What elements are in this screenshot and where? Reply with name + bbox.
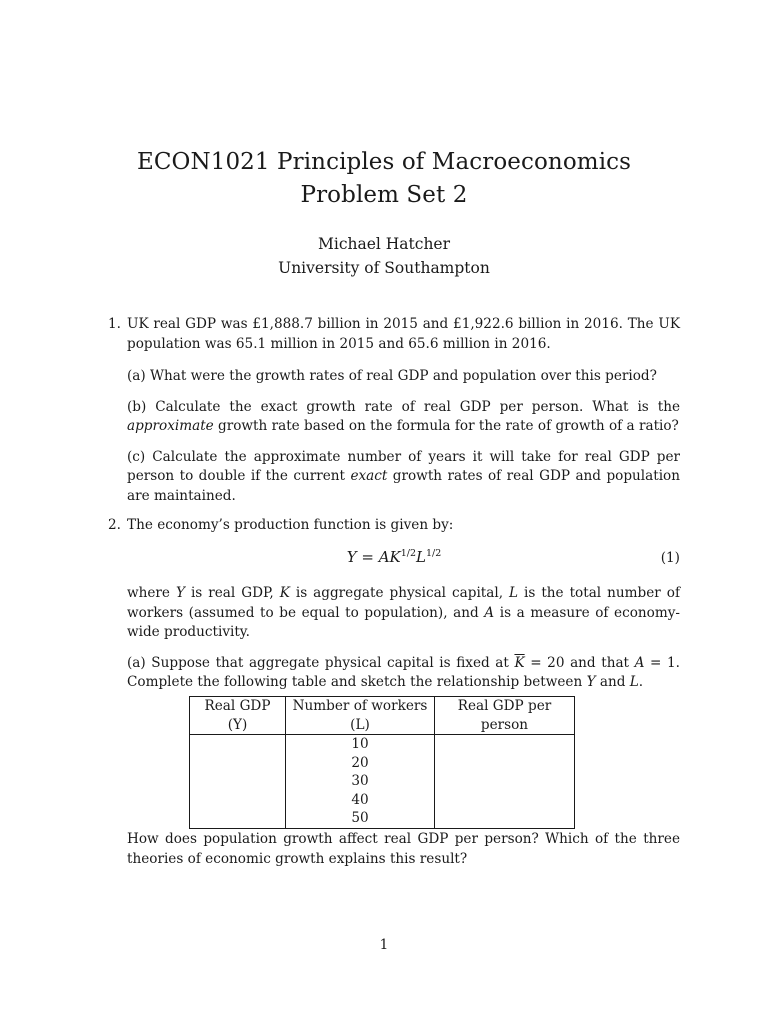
part-b-text: (b) Calculate the exact growth rate of real GDP per person. What is the <box>127 398 680 415</box>
question-2-followup-block <box>127 830 680 869</box>
production-function-equation <box>108 548 680 572</box>
question-2-definitions <box>127 584 680 693</box>
page-number: 1 <box>379 937 389 953</box>
table-cell-gdp <box>190 754 286 773</box>
title-line-2: Problem Set 2 <box>300 182 468 208</box>
table-cell-gdp <box>190 772 286 791</box>
table-cell-per-person <box>435 754 575 773</box>
question-2-followup: How does population growth affect real GDP per person? Which of the three theories of economic growth explains this result? <box>127 831 680 867</box>
question-2-intro: The economy’s production function is given by: <box>127 517 454 533</box>
table-cell-per-person <box>435 772 575 791</box>
document-title <box>0 146 768 212</box>
table-header-row <box>190 697 575 735</box>
table-row <box>190 791 575 810</box>
question-2-part-a: (a) Suppose that aggregate physical capital is fixed at $\overline{K} = 20$ and that A = 1. Complete the following table and sketch the relationship between Y and L. <box>127 654 680 690</box>
table-cell-per-person <box>435 791 575 810</box>
table-cell-per-person <box>435 809 575 828</box>
part-c-emphasis: exact <box>350 468 388 484</box>
gdp-table <box>189 696 575 829</box>
table-cell-workers: 10 <box>286 735 435 754</box>
equation-number: (1) <box>660 550 680 566</box>
table-cell-per-person <box>435 735 575 754</box>
table-cell-workers: 20 <box>286 754 435 773</box>
table-row <box>190 809 575 828</box>
question-2-number: 2. <box>108 517 121 533</box>
author-block <box>0 232 768 280</box>
table-cell-workers: 30 <box>286 772 435 791</box>
header-number-of-workers: Number of workers (L) <box>286 697 435 735</box>
question-1-intro: UK real GDP was £1,888.7 billion in 2015 and £1,922.6 billion in 2016. The UK population was 65.1 million in 2015 and 65.6 million in 2016. <box>127 316 680 352</box>
author-name: Michael Hatcher <box>317 235 451 253</box>
header-real-gdp: Real GDP (Y) <box>190 697 286 735</box>
header-gdp-per-person: Real GDP per person <box>435 697 575 735</box>
part-b-text-end: growth rate based on the formula for the rate of growth of a ratio? <box>213 418 679 434</box>
variable-definitions: where Y is real GDP, K is aggregate physical capital, L is the total number of workers (assumed to be equal to population), and A is a measure of economy-wide productivity. <box>127 585 680 640</box>
table-cell-gdp <box>190 791 286 810</box>
table-cell-gdp <box>190 809 286 828</box>
question-1-part-c <box>127 448 680 507</box>
part-c-text: (c) Calculate the approximate number of years it will take for real GDP per person to double if the current <box>127 448 680 484</box>
table-row <box>190 772 575 791</box>
question-1-part-b <box>127 398 680 437</box>
table-cell-workers: 50 <box>286 809 435 828</box>
question-1-number: 1. <box>108 316 121 332</box>
author-affiliation: University of Southampton <box>278 259 490 277</box>
question-1 <box>108 315 680 506</box>
part-b-emphasis: approximate <box>127 418 214 434</box>
table-row <box>190 754 575 773</box>
equation-expression: $Y = AK^{1/2}L^{1/2}$ <box>346 548 442 566</box>
table-row <box>190 735 575 754</box>
title-line-1: ECON1021 Principles of Macroeconomics <box>136 149 632 175</box>
question-1-part-a: (a) What were the growth rates of real GDP and population over this period? <box>127 368 657 384</box>
table-cell-workers: 40 <box>286 791 435 810</box>
table-cell-gdp <box>190 735 286 754</box>
part-c-text-end: growth rates of real GDP and population are maintained. <box>127 468 680 504</box>
question-2 <box>108 516 680 536</box>
